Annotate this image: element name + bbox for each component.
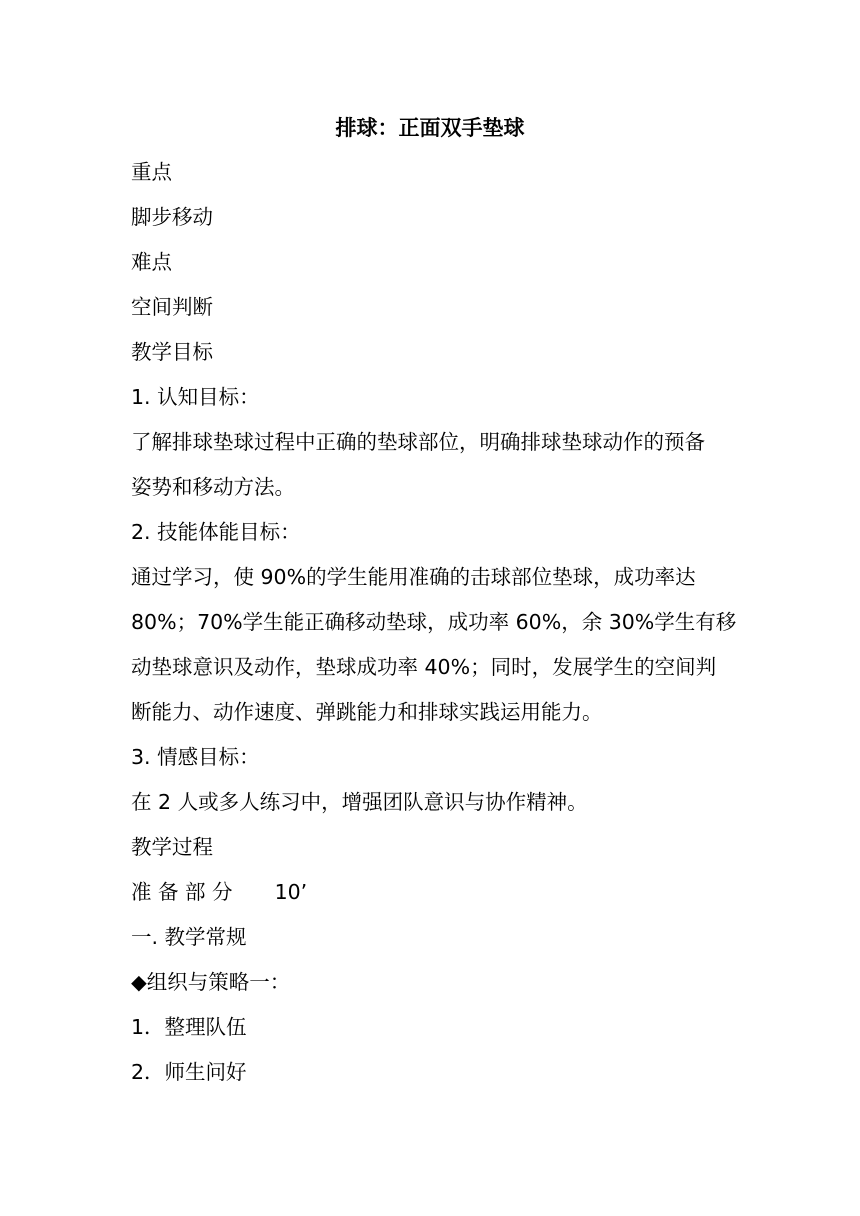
prep-section-line: [131, 877, 736, 922]
objective-heading-cognitive: 1. 认知目标：: [131, 385, 260, 409]
heading-teaching-objectives: 教学目标: [131, 340, 213, 364]
prep-section-duration: 10’: [274, 880, 308, 904]
paragraph-line: 空间判断: [131, 295, 213, 319]
heading-difficulty: 难点: [131, 250, 172, 274]
document-title: 排球：正面双手垫球: [335, 116, 525, 140]
paragraph-line: 80%；70%学生能正确移动垫球，成功率 60%，余 30%学生有移: [131, 610, 737, 634]
objective-heading-skill: 2. 技能体能目标：: [131, 520, 301, 544]
paragraph-line: 动垫球意识及动作，垫球成功率 40%；同时，发展学生的空间判: [131, 655, 717, 679]
paragraph-line: 在 2 人或多人练习中，增强团队意识与协作精神。: [131, 790, 588, 814]
paragraph-line: 断能力、动作速度、弹跳能力和排球实践运用能力。: [131, 700, 603, 724]
list-item: 2．师生问好: [131, 1060, 247, 1084]
objective-heading-emotional: 3. 情感目标：: [131, 745, 260, 769]
heading-key-point: 重点: [131, 160, 172, 184]
paragraph-line: 脚步移动: [131, 205, 213, 229]
paragraph-line: 通过学习，使 90%的学生能用准确的击球部位垫球，成功率达: [131, 565, 696, 589]
strategy-heading: ◆组织与策略一：: [131, 970, 291, 994]
section-heading-routine: 一. 教学常规: [131, 925, 247, 949]
document-body: [131, 157, 736, 1102]
heading-teaching-process: 教学过程: [131, 835, 213, 859]
list-item: 1．整理队伍: [131, 1015, 247, 1039]
paragraph-line: 了解排球垫球过程中正确的垫球部位，明确排球垫球动作的预备: [131, 430, 705, 454]
prep-section-label: 准 备 部 分: [131, 880, 233, 904]
paragraph-line: 姿势和移动方法。: [131, 475, 295, 499]
